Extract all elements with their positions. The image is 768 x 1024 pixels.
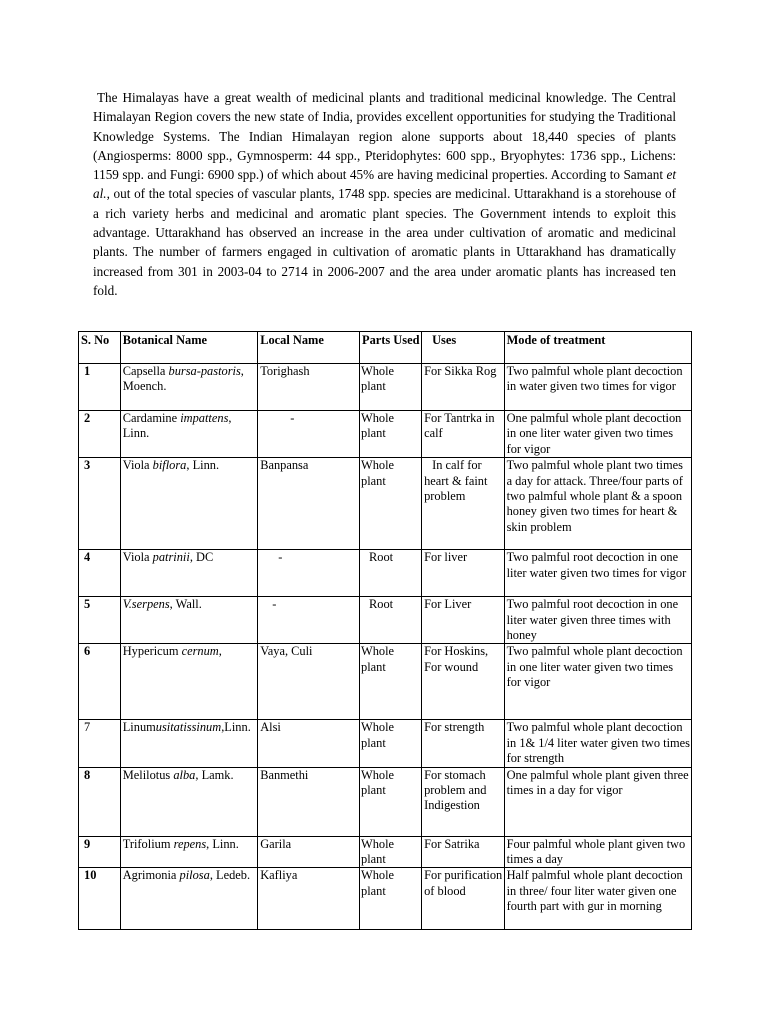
cell-mode-of-treatment: Four palmful whole plant given two times a day (504, 836, 691, 868)
intro-paragraph (93, 88, 676, 300)
cell-local-name (258, 550, 360, 597)
table-row (79, 720, 692, 767)
cell-uses: For Hoskins, For wound (422, 644, 504, 720)
intro-text-1: The Himalayas have a great wealth of medicinal plants and traditional medicinal knowledge. The Central Himalayan Region covers the new state of India, provides excellent opportunities for studying the Traditional Knowledge Systems. The Indian Himalayan region alone supports about 18,440 species of plants (Angiosperms: 8000 spp., Gymnosperm: 44 spp., Pteridophytes: 600 spp., Bryophytes: 1736 spp., Lichens: 1159 spp. and Fungi: 6900 spp.) of which about 45% are having medicinal properties. According to Samant (93, 90, 676, 183)
cell-sno: 1 (79, 364, 121, 411)
cell-sno: 6 (79, 644, 121, 720)
header-mode-of-treatment: Mode of treatment (504, 332, 691, 364)
botanical-genus: Melilotus (122, 767, 174, 782)
parts-used-value: Root (369, 550, 394, 565)
cell-local-name: Torighash (258, 364, 360, 411)
cell-botanical-name (120, 720, 257, 767)
cell-parts-used: Whole plant (360, 644, 422, 720)
botanical-author: ,Linn. (221, 720, 251, 735)
uses-value: In calf for heart & faint problem (424, 458, 488, 504)
cell-uses (422, 458, 504, 550)
botanical-species: alba (173, 767, 196, 782)
botanical-author: , DC (189, 550, 214, 565)
table-row (79, 550, 692, 597)
header-uses (422, 332, 504, 364)
botanical-author: , Ledeb. (209, 868, 251, 883)
cell-parts-used: Whole plant (360, 364, 422, 411)
cell-parts-used: Whole plant (360, 868, 422, 930)
cell-sno: 7 (79, 720, 121, 767)
cell-botanical-name (120, 411, 257, 458)
cell-sno: 10 (79, 868, 121, 930)
cell-parts-used: Whole plant (360, 411, 422, 458)
cell-parts-used: Whole plant (360, 836, 422, 868)
botanical-species: pilosa (179, 868, 210, 883)
cell-local-name: Alsi (258, 720, 360, 767)
table-row (79, 644, 692, 720)
botanical-genus: Viola (122, 550, 153, 565)
local-name-value: - (272, 597, 277, 612)
cell-local-name: Vaya, Culi (258, 644, 360, 720)
cell-mode-of-treatment: Two palmful whole plant decoction in water given two times for vigor (504, 364, 691, 411)
botanical-genus: Cardamine (122, 411, 181, 425)
cell-botanical-name (120, 364, 257, 411)
cell-mode-of-treatment: Two palmful root decoction in one liter water given two times for vigor (504, 550, 691, 597)
cell-local-name (258, 597, 360, 644)
cell-uses: For purification of blood (422, 868, 504, 930)
cell-sno: 3 (79, 458, 121, 550)
header-botanical-name: Botanical Name (120, 332, 257, 364)
botanical-genus: Capsella (122, 364, 169, 378)
header-uses-label: Uses (432, 333, 457, 347)
botanical-author: , Moench. (122, 364, 244, 394)
cell-parts-used: Whole plant (360, 767, 422, 836)
botanical-author: , Linn. (122, 411, 232, 441)
botanical-genus: Viola (122, 458, 153, 473)
botanical-species: bursa-pastoris (168, 364, 241, 378)
botanical-genus: Linum (122, 720, 156, 735)
cell-mode-of-treatment: Two palmful whole plant decoction in one liter water given two times for vigor (504, 644, 691, 720)
cell-local-name: Banmethi (258, 767, 360, 836)
botanical-author: , Lamk. (195, 767, 234, 782)
botanical-species: V.serpens (122, 597, 170, 612)
botanical-genus: Trifolium (122, 836, 174, 851)
botanical-author: , (218, 644, 222, 659)
cell-uses: For Tantrka in calf (422, 411, 504, 458)
cell-local-name: Banpansa (258, 458, 360, 550)
cell-sno: 2 (79, 411, 121, 458)
cell-uses: For Satrika (422, 836, 504, 868)
table-row (79, 868, 692, 930)
cell-parts-used: Whole plant (360, 720, 422, 767)
cell-sno: 4 (79, 550, 121, 597)
medicinal-plants-table (78, 331, 692, 930)
cell-uses: For stomach problem and Indigestion (422, 767, 504, 836)
botanical-species: biflora (152, 458, 187, 473)
intro-italic-etal: et al. (93, 167, 676, 202)
header-local-name: Local Name (258, 332, 360, 364)
cell-sno: 5 (79, 597, 121, 644)
botanical-species: impattens (180, 411, 229, 425)
cell-botanical-name (120, 868, 257, 930)
cell-mode-of-treatment: Two palmful whole plant two times a day for attack. Three/four parts of two palmful whole plant & a spoon honey given two times for heart & skin problem (504, 458, 691, 550)
table-row (79, 411, 692, 458)
cell-botanical-name (120, 767, 257, 836)
cell-sno: 9 (79, 836, 121, 868)
cell-parts-used (360, 550, 422, 597)
table-row (79, 597, 692, 644)
table-row (79, 458, 692, 550)
cell-mode-of-treatment: Two palmful root decoction in one liter water given three times with honey (504, 597, 691, 644)
cell-botanical-name (120, 644, 257, 720)
cell-uses: For Sikka Rog (422, 364, 504, 411)
botanical-species: cernum (181, 644, 219, 659)
botanical-species: patrinii (152, 550, 190, 565)
cell-mode-of-treatment: Half palmful whole plant decoction in three/ four liter water given one fourth part with gur in morning (504, 868, 691, 930)
botanical-species: repens (173, 836, 207, 851)
cell-parts-used: Whole plant (360, 458, 422, 550)
cell-botanical-name (120, 836, 257, 868)
cell-uses: For liver (422, 550, 504, 597)
table-row (79, 836, 692, 868)
local-name-value: - (278, 550, 283, 565)
table-header-row (79, 332, 692, 364)
botanical-genus: Agrimonia (122, 868, 180, 883)
local-name-value: - (290, 411, 295, 425)
botanical-genus: Hypericum (122, 644, 182, 659)
cell-parts-used (360, 597, 422, 644)
cell-uses: For Liver (422, 597, 504, 644)
cell-local-name (258, 411, 360, 458)
header-sno: S. No (79, 332, 121, 364)
cell-botanical-name (120, 550, 257, 597)
botanical-author: , Linn. (186, 458, 220, 473)
botanical-species: usitatissinum (155, 720, 222, 735)
cell-local-name: Kafliya (258, 868, 360, 930)
cell-botanical-name (120, 458, 257, 550)
cell-botanical-name (120, 597, 257, 644)
table-row (79, 364, 692, 411)
cell-local-name: Garila (258, 836, 360, 868)
cell-mode-of-treatment: Two palmful whole plant decoction in 1& 1/4 liter water given two times for strength (504, 720, 691, 767)
botanical-author: , Linn. (206, 836, 239, 851)
parts-used-value: Root (369, 597, 394, 612)
intro-text-2: , out of the total species of vascular plants, 1748 spp. species are medicinal. Uttarakhand is a storehouse of a rich variety herbs and medicinal and aromatic plant species. The Government intends to exploit this advantage. Uttarakhand has observed an increase in the area under cultivation of aromatic and medicinal plants. The number of farmers engaged in cultivation of aromatic plants in Uttarakhand has dramatically increased from 301 in 2003-04 to 2714 in 2006-2007 and the area under aromatic plants has increased ten fold. (93, 186, 676, 298)
cell-mode-of-treatment: One palmful whole plant decoction in one liter water given two times for vigor (504, 411, 691, 458)
header-parts-used: Parts Used (360, 332, 422, 364)
cell-sno: 8 (79, 767, 121, 836)
cell-uses: For strength (422, 720, 504, 767)
table-row (79, 767, 692, 836)
botanical-author: , Wall. (169, 597, 202, 612)
cell-mode-of-treatment: One palmful whole plant given three times in a day for vigor (504, 767, 691, 836)
